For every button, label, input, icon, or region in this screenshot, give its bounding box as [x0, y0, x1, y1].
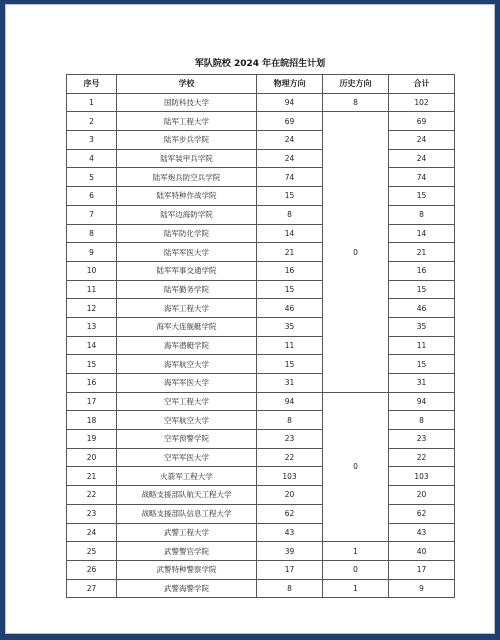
- table-row: [67, 560, 455, 579]
- cell-school: 空军航空大学: [117, 411, 257, 430]
- table-row: [67, 317, 455, 336]
- cell-physics: 46: [257, 299, 323, 318]
- table-row: [67, 205, 455, 224]
- header-row: [67, 75, 455, 94]
- table-row: [67, 149, 455, 168]
- cell-no: 7: [67, 205, 117, 224]
- cell-school: 火箭军工程大学: [117, 467, 257, 486]
- cell-no: 20: [67, 448, 117, 467]
- table-row: [67, 355, 455, 374]
- cell-no: 18: [67, 411, 117, 430]
- cell-no: 17: [67, 392, 117, 411]
- cell-total: 15: [389, 187, 455, 206]
- cell-physics: 11: [257, 336, 323, 355]
- cell-history-merged: 0: [323, 112, 389, 392]
- cell-total: 20: [389, 486, 455, 505]
- cell-physics: 15: [257, 280, 323, 299]
- cell-no: 21: [67, 467, 117, 486]
- cell-total: 46: [389, 299, 455, 318]
- cell-no: 8: [67, 224, 117, 243]
- cell-history-merged: 0: [323, 392, 389, 542]
- cell-no: 1: [67, 93, 117, 112]
- cell-no: 23: [67, 504, 117, 523]
- table-row: [67, 187, 455, 206]
- cell-no: 6: [67, 187, 117, 206]
- table-row: [67, 131, 455, 150]
- table-row: [67, 579, 455, 598]
- cell-school: 陆军边海防学院: [117, 205, 257, 224]
- cell-no: 24: [67, 523, 117, 542]
- cell-total: 31: [389, 374, 455, 393]
- cell-total: 14: [389, 224, 455, 243]
- cell-physics: 62: [257, 504, 323, 523]
- cell-school: 武警工程大学: [117, 523, 257, 542]
- cell-school: 武警海警学院: [117, 579, 257, 598]
- cell-no: 9: [67, 243, 117, 262]
- cell-school: 海军潜艇学院: [117, 336, 257, 355]
- cell-school: 空军工程大学: [117, 392, 257, 411]
- cell-school: 陆军军事交通学院: [117, 261, 257, 280]
- cell-school: 海军航空大学: [117, 355, 257, 374]
- cell-physics: 24: [257, 149, 323, 168]
- cell-total: 102: [389, 93, 455, 112]
- cell-school: 陆军步兵学院: [117, 131, 257, 150]
- cell-physics: 16: [257, 261, 323, 280]
- table-row: [67, 261, 455, 280]
- cell-no: 19: [67, 430, 117, 449]
- cell-total: 16: [389, 261, 455, 280]
- cell-school: 武警警官学院: [117, 542, 257, 561]
- cell-physics: 74: [257, 168, 323, 187]
- cell-physics: 24: [257, 131, 323, 150]
- cell-total: 9: [389, 579, 455, 598]
- cell-total: 15: [389, 280, 455, 299]
- cell-total: 24: [389, 149, 455, 168]
- cell-history: 8: [323, 93, 389, 112]
- cell-no: 3: [67, 131, 117, 150]
- cell-total: 17: [389, 560, 455, 579]
- cell-no: 25: [67, 542, 117, 561]
- table-row: [67, 504, 455, 523]
- cell-school: 陆军炮兵防空兵学院: [117, 168, 257, 187]
- cell-physics: 23: [257, 430, 323, 449]
- cell-no: 26: [67, 560, 117, 579]
- table-body: [67, 93, 455, 598]
- cell-physics: 94: [257, 93, 323, 112]
- table-row: [67, 280, 455, 299]
- cell-no: 10: [67, 261, 117, 280]
- table-row: [67, 392, 455, 411]
- header-physics: 物理方向: [257, 75, 323, 94]
- cell-physics: 20: [257, 486, 323, 505]
- cell-physics: 15: [257, 187, 323, 206]
- cell-physics: 35: [257, 317, 323, 336]
- table-row: [67, 374, 455, 393]
- cell-physics: 8: [257, 205, 323, 224]
- cell-physics: 14: [257, 224, 323, 243]
- table-row: [67, 299, 455, 318]
- cell-no: 13: [67, 317, 117, 336]
- cell-no: 11: [67, 280, 117, 299]
- cell-total: 8: [389, 411, 455, 430]
- table-row: [67, 448, 455, 467]
- cell-no: 15: [67, 355, 117, 374]
- table-row: [67, 523, 455, 542]
- cell-school: 海军大连舰艇学院: [117, 317, 257, 336]
- cell-school: 海军工程大学: [117, 299, 257, 318]
- cell-physics: 94: [257, 392, 323, 411]
- cell-school: 空军军医大学: [117, 448, 257, 467]
- table-row: [67, 411, 455, 430]
- cell-no: 4: [67, 149, 117, 168]
- cell-total: 69: [389, 112, 455, 131]
- table-title: 军队院校 2024 年在皖招生计划: [194, 59, 326, 69]
- cell-school: 国防科技大学: [117, 93, 257, 112]
- cell-total: 21: [389, 243, 455, 262]
- table-row: [67, 336, 455, 355]
- table-row: [67, 542, 455, 561]
- table-row: [67, 112, 455, 131]
- cell-physics: 8: [257, 411, 323, 430]
- cell-school: 海军军医大学: [117, 374, 257, 393]
- document-page: [5, 4, 495, 634]
- cell-total: 22: [389, 448, 455, 467]
- cell-physics: 43: [257, 523, 323, 542]
- cell-no: 2: [67, 112, 117, 131]
- cell-physics: 21: [257, 243, 323, 262]
- cell-total: 74: [389, 168, 455, 187]
- admission-plan-sheet: [66, 57, 454, 598]
- cell-physics: 17: [257, 560, 323, 579]
- cell-school: 陆军防化学院: [117, 224, 257, 243]
- table-row: [67, 430, 455, 449]
- cell-school: 陆军工程大学: [117, 112, 257, 131]
- cell-total: 23: [389, 430, 455, 449]
- admission-plan-table: [66, 74, 455, 598]
- cell-no: 16: [67, 374, 117, 393]
- cell-physics: 69: [257, 112, 323, 131]
- table-row: [67, 486, 455, 505]
- cell-total: 15: [389, 355, 455, 374]
- cell-physics: 103: [257, 467, 323, 486]
- cell-total: 8: [389, 205, 455, 224]
- cell-school: 陆军特种作战学院: [117, 187, 257, 206]
- cell-history: 1: [323, 579, 389, 598]
- cell-school: 战略支援部队信息工程大学: [117, 504, 257, 523]
- cell-school: 陆军军医大学: [117, 243, 257, 262]
- cell-total: 62: [389, 504, 455, 523]
- header-history: 历史方向: [323, 75, 389, 94]
- cell-school: 陆军装甲兵学院: [117, 149, 257, 168]
- cell-no: 5: [67, 168, 117, 187]
- cell-no: 27: [67, 579, 117, 598]
- table-row: [67, 93, 455, 112]
- cell-school: 陆军勤务学院: [117, 280, 257, 299]
- cell-physics: 31: [257, 374, 323, 393]
- cell-physics: 39: [257, 542, 323, 561]
- cell-no: 22: [67, 486, 117, 505]
- cell-total: 11: [389, 336, 455, 355]
- cell-no: 14: [67, 336, 117, 355]
- cell-total: 103: [389, 467, 455, 486]
- header-total: 合计: [389, 75, 455, 94]
- table-row: [67, 243, 455, 262]
- cell-school: 空军预警学院: [117, 430, 257, 449]
- table-row: [67, 224, 455, 243]
- cell-history: 0: [323, 560, 389, 579]
- cell-total: 35: [389, 317, 455, 336]
- cell-school: 战略支援部队航天工程大学: [117, 486, 257, 505]
- cell-history: 1: [323, 542, 389, 561]
- cell-school: 武警特种警察学院: [117, 560, 257, 579]
- cell-total: 24: [389, 131, 455, 150]
- cell-physics: 8: [257, 579, 323, 598]
- table-row: [67, 467, 455, 486]
- cell-no: 12: [67, 299, 117, 318]
- cell-physics: 22: [257, 448, 323, 467]
- header-no: 序号: [67, 75, 117, 94]
- cell-total: 94: [389, 392, 455, 411]
- cell-total: 43: [389, 523, 455, 542]
- header-school: 学校: [117, 75, 257, 94]
- cell-total: 40: [389, 542, 455, 561]
- cell-physics: 15: [257, 355, 323, 374]
- table-row: [67, 168, 455, 187]
